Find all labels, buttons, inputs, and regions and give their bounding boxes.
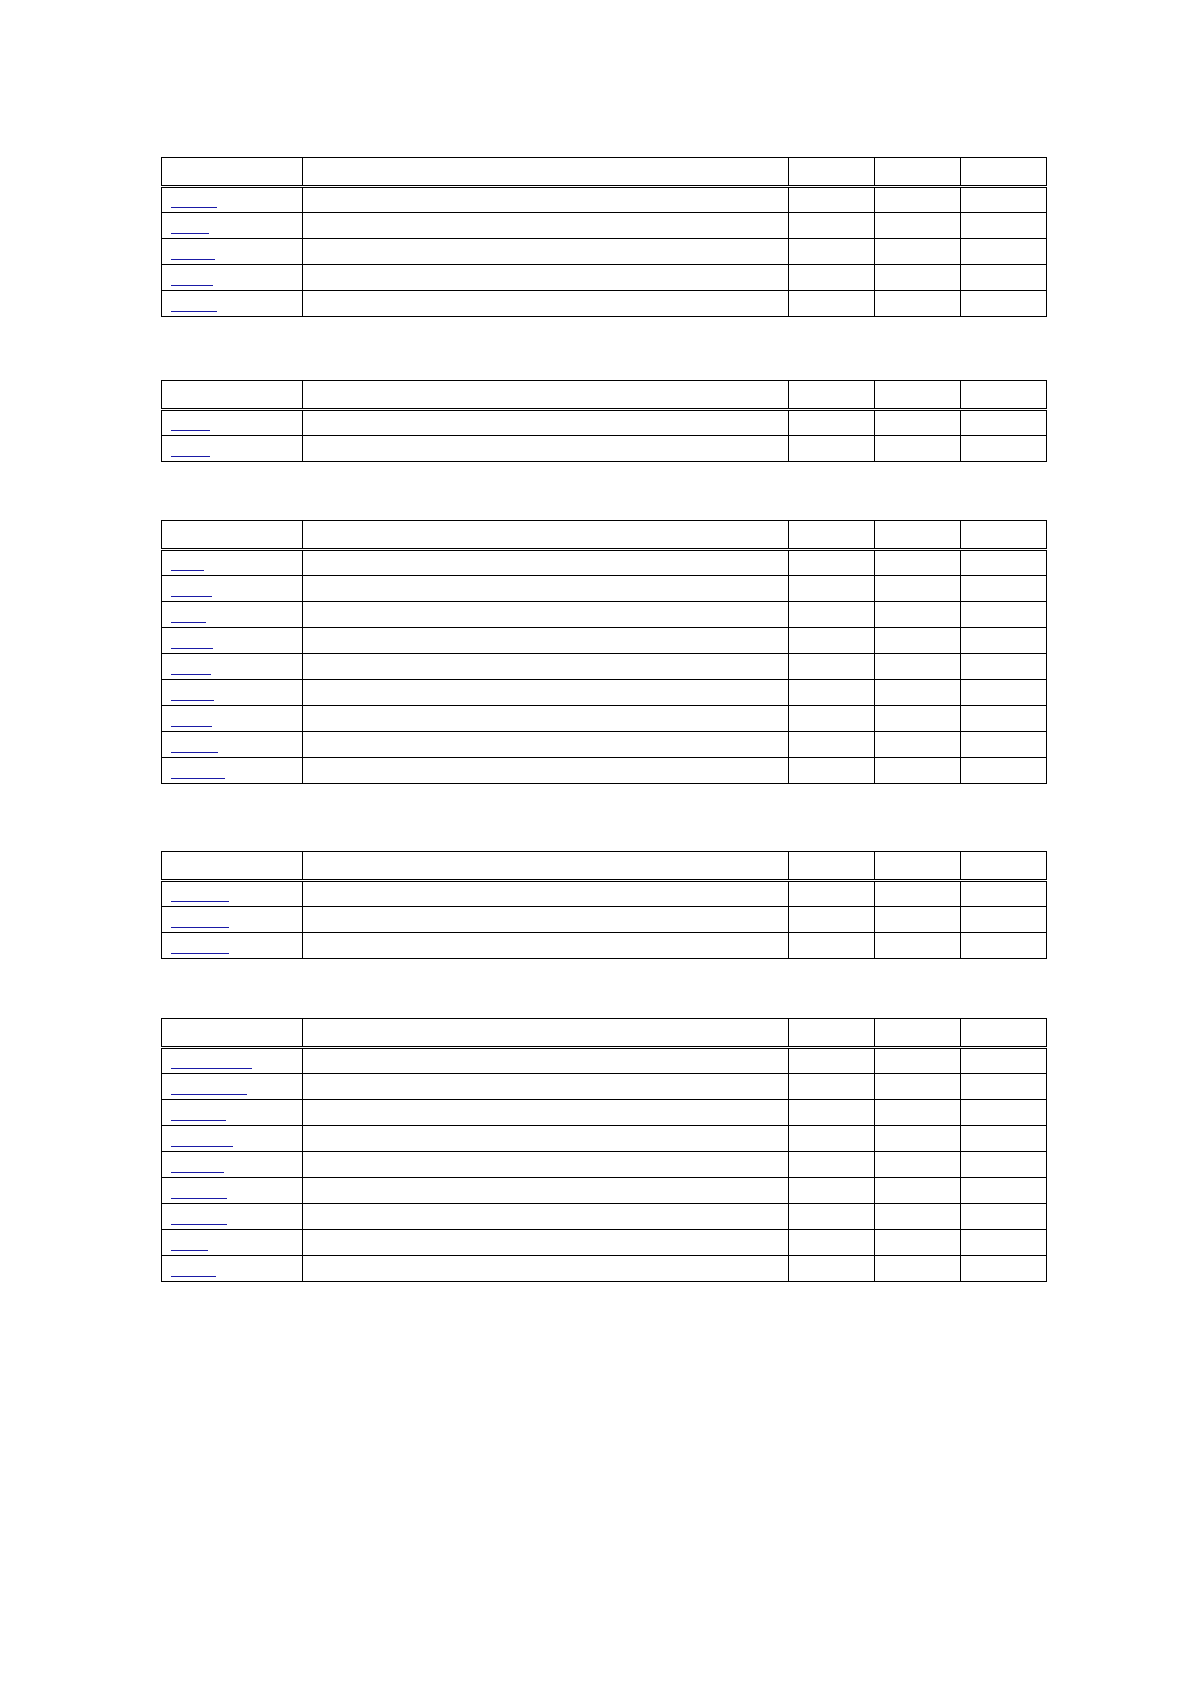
table-cell	[875, 291, 961, 317]
header-cell-4	[875, 1019, 961, 1048]
table-cell	[303, 291, 789, 317]
table-cell	[303, 732, 789, 758]
table-row	[162, 291, 1047, 317]
table-cell	[961, 1178, 1047, 1204]
table-1	[161, 157, 1047, 317]
table-header	[162, 381, 1047, 410]
table-header	[162, 1019, 1047, 1048]
table-cell	[789, 239, 875, 265]
table-cell	[789, 1178, 875, 1204]
header-cell-5	[961, 158, 1047, 187]
table-row	[162, 732, 1047, 758]
table-cell	[961, 1100, 1047, 1126]
header-cell-4	[875, 852, 961, 881]
table-cell	[961, 265, 1047, 291]
table-row	[162, 907, 1047, 933]
table-cell	[303, 265, 789, 291]
row-link[interactable]	[171, 259, 215, 260]
table-row	[162, 265, 1047, 291]
table-row	[162, 436, 1047, 462]
table-cell	[961, 1204, 1047, 1230]
row-link[interactable]	[171, 430, 210, 431]
table-cell	[875, 550, 961, 576]
table-row	[162, 628, 1047, 654]
row-link[interactable]	[171, 311, 217, 312]
table-row	[162, 758, 1047, 784]
table-cell	[303, 1152, 789, 1178]
table-cell	[875, 410, 961, 436]
table-cell	[303, 907, 789, 933]
row-link[interactable]	[171, 1120, 226, 1121]
table-cell	[961, 680, 1047, 706]
link-cell	[162, 933, 303, 959]
row-link[interactable]	[171, 901, 229, 902]
table-cell	[961, 602, 1047, 628]
link-cell	[162, 732, 303, 758]
table-cell	[789, 1100, 875, 1126]
table-cell	[789, 410, 875, 436]
table-row	[162, 654, 1047, 680]
header-row	[162, 381, 1047, 410]
table-2	[161, 380, 1047, 462]
row-link[interactable]	[171, 1146, 233, 1147]
table-row	[162, 1230, 1047, 1256]
link-cell	[162, 213, 303, 239]
row-link[interactable]	[171, 207, 217, 208]
table-cell	[303, 213, 789, 239]
table-cell	[875, 1178, 961, 1204]
table-cell	[875, 732, 961, 758]
row-link[interactable]	[171, 570, 204, 571]
table-cell	[961, 732, 1047, 758]
link-cell	[162, 1204, 303, 1230]
table-cell	[875, 1100, 961, 1126]
table-cell	[789, 758, 875, 784]
header-cell-2	[303, 381, 789, 410]
table-cell	[303, 758, 789, 784]
row-link[interactable]	[171, 726, 212, 727]
link-cell	[162, 576, 303, 602]
table-cell	[789, 732, 875, 758]
table-cell	[875, 602, 961, 628]
table-row	[162, 550, 1047, 576]
table-cell	[303, 602, 789, 628]
table-cell	[875, 1048, 961, 1074]
table-cell	[789, 1256, 875, 1282]
link-cell	[162, 291, 303, 317]
table-cell	[961, 213, 1047, 239]
table-header	[162, 521, 1047, 550]
table-cell	[303, 550, 789, 576]
link-cell	[162, 907, 303, 933]
link-cell	[162, 239, 303, 265]
table-cell	[961, 576, 1047, 602]
link-cell	[162, 654, 303, 680]
table-cell	[961, 1074, 1047, 1100]
table-row	[162, 1100, 1047, 1126]
link-cell	[162, 265, 303, 291]
table-cell	[875, 187, 961, 213]
table-cell	[961, 1230, 1047, 1256]
header-cell-3	[789, 158, 875, 187]
table-header	[162, 158, 1047, 187]
table-cell	[789, 1126, 875, 1152]
table-cell	[303, 1048, 789, 1074]
table-cell	[303, 410, 789, 436]
table-cell	[875, 758, 961, 784]
table-cell	[875, 907, 961, 933]
table-cell	[789, 436, 875, 462]
table-cell	[875, 576, 961, 602]
header-cell-1	[162, 1019, 303, 1048]
link-cell	[162, 187, 303, 213]
link-cell	[162, 550, 303, 576]
table-cell	[875, 265, 961, 291]
table-cell	[875, 1126, 961, 1152]
row-link[interactable]	[171, 622, 206, 623]
table-cell	[961, 758, 1047, 784]
table-row	[162, 1256, 1047, 1282]
table-5	[161, 1018, 1047, 1282]
link-cell	[162, 1230, 303, 1256]
table-body	[162, 881, 1047, 959]
header-cell-5	[961, 852, 1047, 881]
header-cell-2	[303, 521, 789, 550]
link-cell	[162, 410, 303, 436]
link-cell	[162, 1126, 303, 1152]
table-row	[162, 1126, 1047, 1152]
table-cell	[875, 654, 961, 680]
table-cell	[789, 576, 875, 602]
table-row	[162, 1152, 1047, 1178]
table-cell	[875, 1204, 961, 1230]
table-row	[162, 213, 1047, 239]
table-cell	[303, 187, 789, 213]
header-cell-5	[961, 1019, 1047, 1048]
row-link[interactable]	[171, 233, 209, 234]
header-cell-4	[875, 381, 961, 410]
row-link[interactable]	[171, 648, 213, 649]
table-row	[162, 1204, 1047, 1230]
header-cell-3	[789, 381, 875, 410]
header-row	[162, 521, 1047, 550]
table-cell	[961, 933, 1047, 959]
table-cell	[303, 1100, 789, 1126]
link-cell	[162, 436, 303, 462]
table-cell	[789, 1204, 875, 1230]
table-cell	[875, 213, 961, 239]
table-cell	[303, 706, 789, 732]
header-cell-4	[875, 158, 961, 187]
row-link[interactable]	[171, 596, 212, 597]
row-link[interactable]	[171, 674, 211, 675]
link-cell	[162, 758, 303, 784]
table-cell	[789, 628, 875, 654]
table-cell	[961, 628, 1047, 654]
table-cell	[961, 654, 1047, 680]
table-row	[162, 706, 1047, 732]
header-cell-2	[303, 852, 789, 881]
row-link[interactable]	[171, 1068, 252, 1069]
table-cell	[875, 706, 961, 732]
table-cell	[875, 933, 961, 959]
table-cell	[789, 291, 875, 317]
header-row	[162, 852, 1047, 881]
table-cell	[789, 706, 875, 732]
table-body	[162, 187, 1047, 317]
table-cell	[961, 550, 1047, 576]
table-cell	[961, 410, 1047, 436]
table-cell	[303, 239, 789, 265]
row-link[interactable]	[171, 752, 218, 753]
table-row	[162, 187, 1047, 213]
table-cell	[789, 680, 875, 706]
table-row	[162, 680, 1047, 706]
table-cell	[875, 1152, 961, 1178]
table-row	[162, 881, 1047, 907]
table-cell	[789, 1074, 875, 1100]
header-cell-2	[303, 1019, 789, 1048]
link-cell	[162, 1152, 303, 1178]
table-cell	[961, 706, 1047, 732]
table-cell	[789, 187, 875, 213]
table-row	[162, 410, 1047, 436]
table-cell	[789, 933, 875, 959]
table-cell	[303, 654, 789, 680]
table-row	[162, 1178, 1047, 1204]
link-cell	[162, 628, 303, 654]
link-cell	[162, 602, 303, 628]
table-4	[161, 851, 1047, 959]
row-link[interactable]	[171, 927, 229, 928]
table-cell	[789, 265, 875, 291]
table-cell	[961, 291, 1047, 317]
table-cell	[961, 1048, 1047, 1074]
link-cell	[162, 1178, 303, 1204]
table-cell	[961, 239, 1047, 265]
table-cell	[789, 213, 875, 239]
table-cell	[789, 907, 875, 933]
table-row	[162, 1074, 1047, 1100]
row-link[interactable]	[171, 1172, 224, 1173]
table-cell	[789, 1048, 875, 1074]
table-cell	[303, 1204, 789, 1230]
row-link[interactable]	[171, 456, 210, 457]
table-row	[162, 933, 1047, 959]
table-cell	[789, 654, 875, 680]
table-cell	[303, 1074, 789, 1100]
header-cell-3	[789, 852, 875, 881]
table-cell	[961, 436, 1047, 462]
table-cell	[303, 881, 789, 907]
table-body	[162, 1048, 1047, 1282]
row-link[interactable]	[171, 1224, 227, 1225]
row-link[interactable]	[171, 285, 213, 286]
link-cell	[162, 706, 303, 732]
table-cell	[875, 436, 961, 462]
table-cell	[303, 628, 789, 654]
table-cell	[961, 1152, 1047, 1178]
table-3	[161, 520, 1047, 784]
table-cell	[789, 881, 875, 907]
link-cell	[162, 1074, 303, 1100]
table-body	[162, 410, 1047, 462]
table-cell	[961, 187, 1047, 213]
table-cell	[875, 680, 961, 706]
table-row	[162, 576, 1047, 602]
table-cell	[961, 881, 1047, 907]
row-link[interactable]	[171, 953, 229, 954]
table-cell	[303, 1178, 789, 1204]
table-cell	[789, 1152, 875, 1178]
row-link[interactable]	[171, 700, 214, 701]
header-cell-1	[162, 158, 303, 187]
row-link[interactable]	[171, 1276, 216, 1277]
header-cell-5	[961, 521, 1047, 550]
table-row	[162, 1048, 1047, 1074]
row-link[interactable]	[171, 778, 225, 779]
header-cell-5	[961, 381, 1047, 410]
table-cell	[303, 680, 789, 706]
table-cell	[303, 1256, 789, 1282]
link-cell	[162, 1256, 303, 1282]
header-row	[162, 1019, 1047, 1048]
table-cell	[303, 436, 789, 462]
table-cell	[961, 1126, 1047, 1152]
header-cell-1	[162, 521, 303, 550]
table-cell	[961, 1256, 1047, 1282]
table-row	[162, 239, 1047, 265]
row-link[interactable]	[171, 1198, 227, 1199]
header-cell-4	[875, 521, 961, 550]
table-cell	[303, 1126, 789, 1152]
table-cell	[875, 628, 961, 654]
link-cell	[162, 1048, 303, 1074]
link-cell	[162, 881, 303, 907]
header-cell-1	[162, 852, 303, 881]
table-cell	[303, 933, 789, 959]
table-cell	[961, 907, 1047, 933]
table-row	[162, 602, 1047, 628]
table-cell	[875, 1230, 961, 1256]
table-cell	[875, 1256, 961, 1282]
row-link[interactable]	[171, 1094, 247, 1095]
table-cell	[789, 602, 875, 628]
link-cell	[162, 1100, 303, 1126]
table-header	[162, 852, 1047, 881]
table-cell	[303, 1230, 789, 1256]
header-row	[162, 158, 1047, 187]
table-cell	[875, 239, 961, 265]
header-cell-1	[162, 381, 303, 410]
row-link[interactable]	[171, 1250, 208, 1251]
table-cell	[789, 1230, 875, 1256]
table-cell	[875, 1074, 961, 1100]
header-cell-3	[789, 1019, 875, 1048]
link-cell	[162, 680, 303, 706]
table-cell	[875, 881, 961, 907]
table-body	[162, 550, 1047, 784]
table-cell	[789, 550, 875, 576]
header-cell-3	[789, 521, 875, 550]
table-cell	[303, 576, 789, 602]
header-cell-2	[303, 158, 789, 187]
